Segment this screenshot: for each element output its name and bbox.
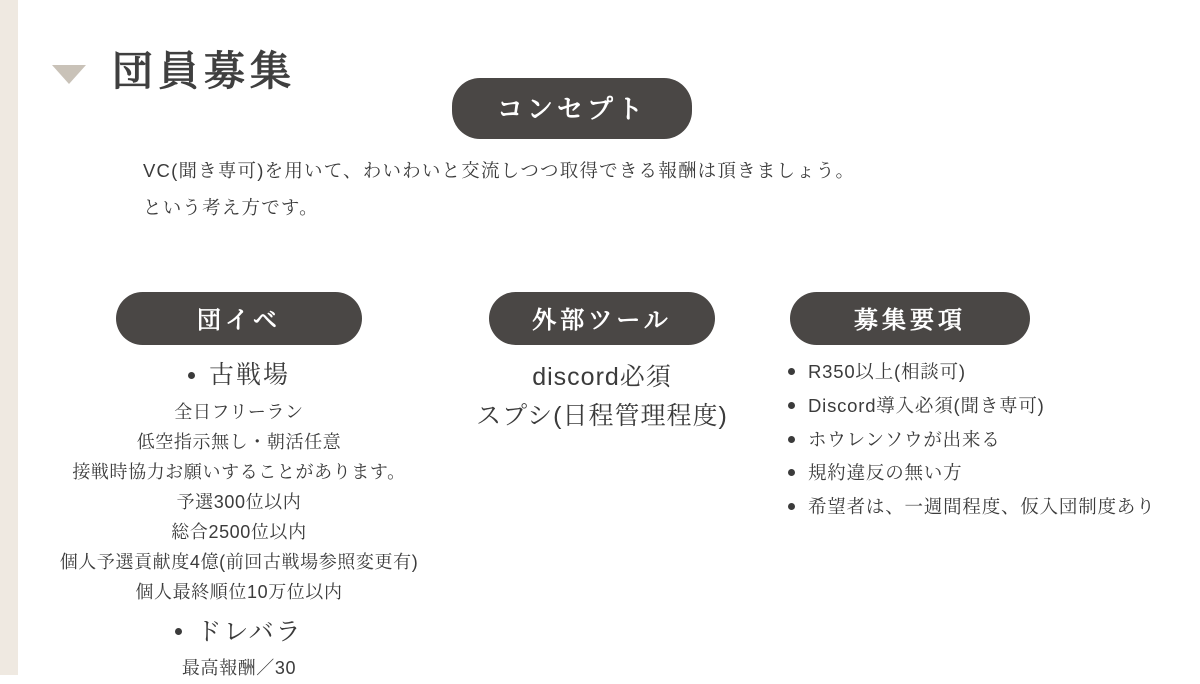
list-item: 全日フリーラン bbox=[174, 401, 304, 422]
list-item: 予選300位以内 bbox=[176, 491, 302, 512]
list-item: 低空指示無し・朝活任意 bbox=[136, 431, 342, 452]
list-item: 規約違反の無い方 bbox=[786, 460, 1168, 487]
column-dan-ibe bbox=[30, 292, 448, 684]
column-external-tools bbox=[452, 292, 752, 436]
list-item: 総合2500位以内 bbox=[171, 522, 307, 543]
list-item: R350以上(相談可) bbox=[786, 359, 1168, 386]
column-body bbox=[30, 355, 448, 683]
page-title: 団員募集 bbox=[112, 48, 296, 94]
list-item: 最高報酬／30 bbox=[181, 658, 297, 679]
column-requirements bbox=[768, 292, 1168, 528]
bullet-icon bbox=[188, 372, 195, 379]
concept-line: VC(聞き専可)を用いて、わいわいと交流しつつ取得できる報酬は頂きましょう。 bbox=[143, 160, 856, 181]
list-item bbox=[30, 612, 448, 653]
left-accent-band bbox=[0, 0, 18, 675]
column-heading-pill: 団イベ bbox=[116, 292, 362, 345]
list-item-label: ドレバラ bbox=[196, 617, 303, 646]
column-heading-pill: 外部ツール bbox=[489, 292, 715, 345]
triangle-down-icon bbox=[52, 65, 86, 84]
bullet-icon bbox=[175, 628, 182, 635]
list-item bbox=[30, 355, 448, 396]
list-item: 個人最終順位10万位以内 bbox=[135, 582, 343, 603]
column-heading-pill: 募集要項 bbox=[790, 292, 1030, 345]
list-item-label: 古戦場 bbox=[208, 361, 290, 389]
column-body bbox=[452, 359, 752, 435]
concept-line: という考え方です。 bbox=[143, 197, 319, 218]
slide-title-row bbox=[52, 38, 296, 97]
requirements-list bbox=[768, 359, 1168, 521]
list-item: ホウレンソウが出来る bbox=[786, 427, 1168, 454]
concept-body bbox=[143, 152, 855, 226]
list-item: 希望者は、一週間程度、仮入団制度あり bbox=[786, 494, 1168, 521]
list-item: discord必須 bbox=[532, 363, 672, 391]
list-item: 個人予選貢献度4億(前回古戦場参照変更有) bbox=[59, 552, 419, 573]
list-item: Discord導入必須(聞き専可) bbox=[786, 393, 1168, 420]
list-item: スプシ(日程管理程度) bbox=[476, 401, 728, 430]
concept-heading-pill: コンセプト bbox=[452, 78, 692, 139]
list-item: 接戦時協力お願いすることがあります。 bbox=[72, 461, 406, 482]
